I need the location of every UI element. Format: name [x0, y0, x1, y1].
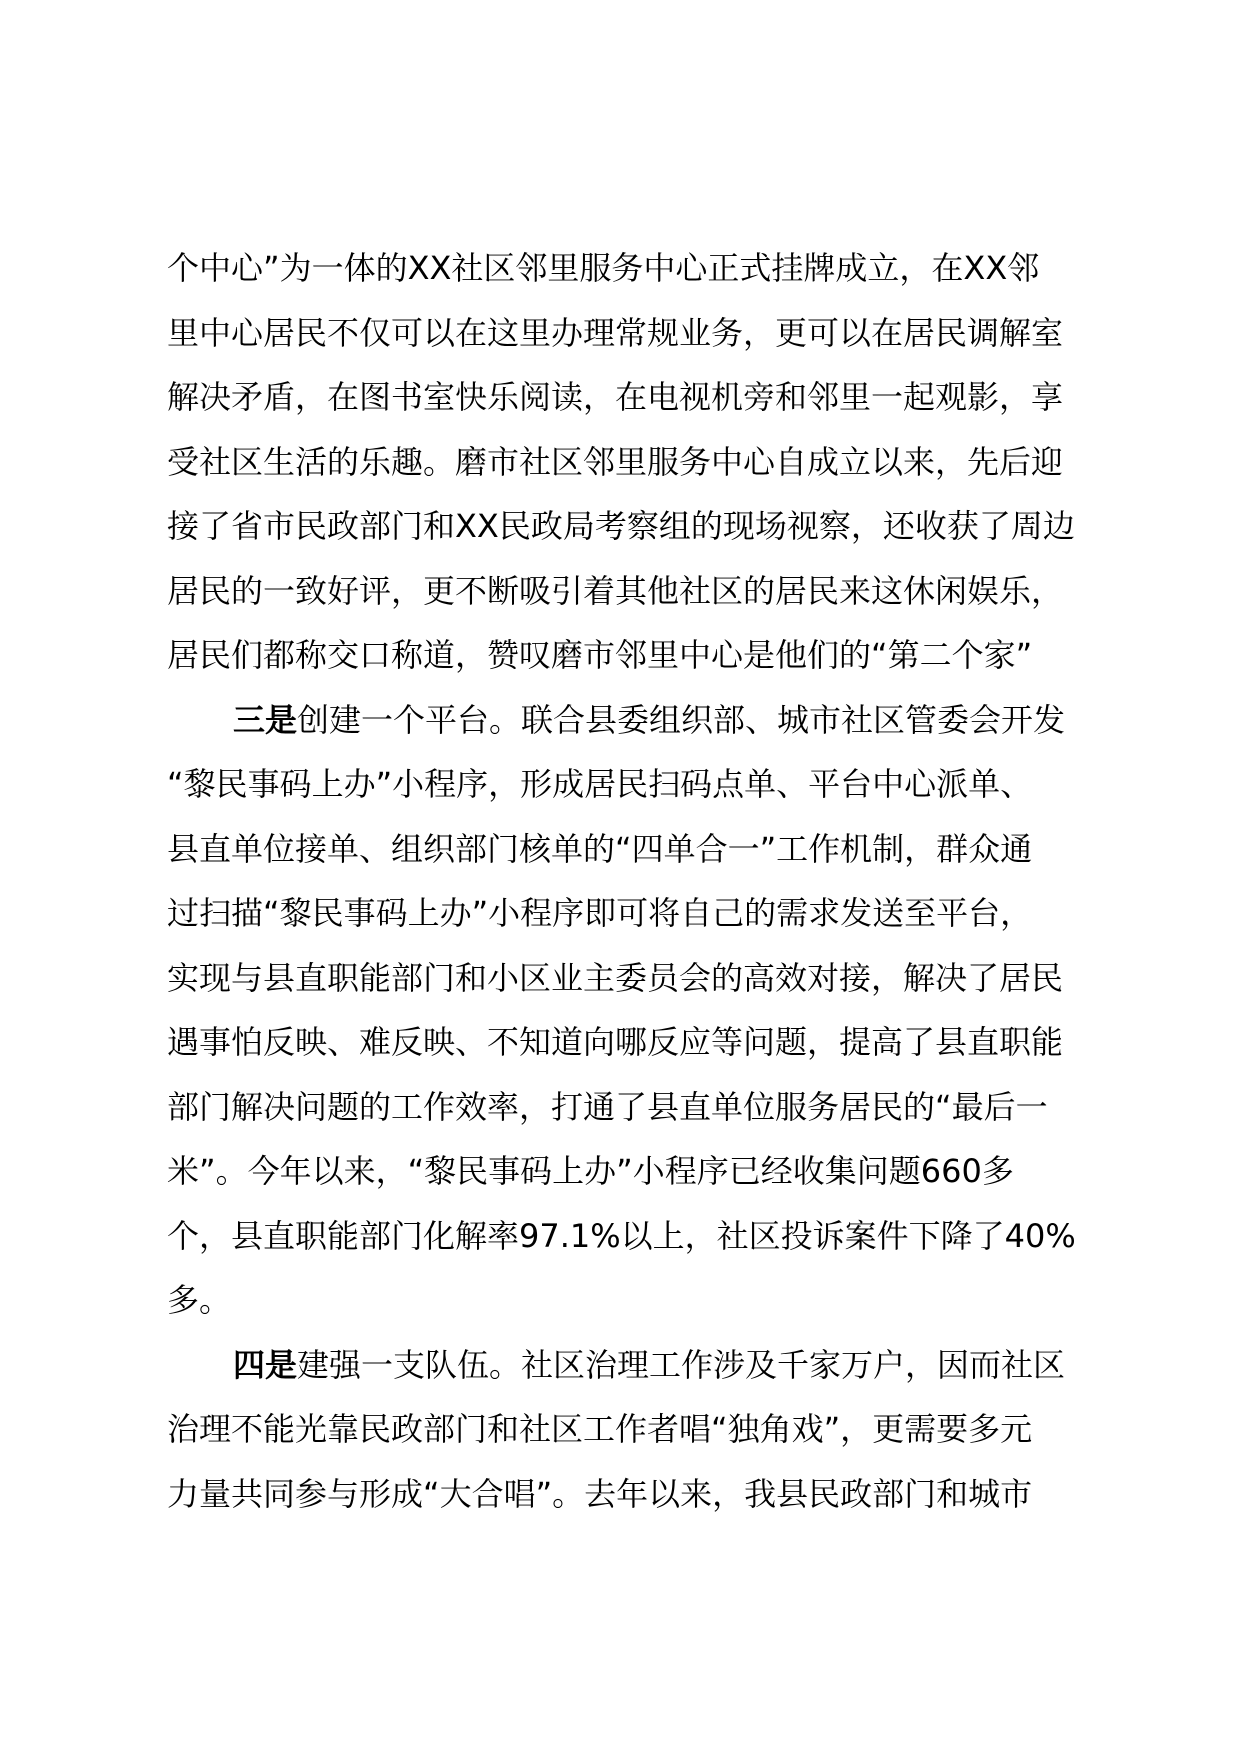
body-text	[167, 236, 1127, 1526]
text-line: 县直单位接单、组织部门核单的“四单合一”工作机制，群众通	[167, 829, 1033, 868]
text-line: 居民们都称交口称道，赞叹磨市邻里中心是他们的“第二个家”	[167, 636, 1033, 674]
text-line: 里中心居民不仅可以在这里办理常规业务，更可以在居民调解室	[167, 313, 1064, 352]
paragraph-four-lead: 四是	[233, 1345, 298, 1384]
text-line: 接了省市民政部门和XX民政局考察组的现场视察，还收获了周边	[167, 507, 1075, 545]
text-line: 力量共同参与形成“大合唱”。去年以来，我县民政部门和城市	[167, 1474, 1033, 1513]
text-line: 受社区生活的乐趣。磨市社区邻里服务中心自成立以来，先后迎	[167, 442, 1064, 481]
text-line: 解决矛盾，在图书室快乐阅读，在电视机旁和邻里一起观影，享	[167, 378, 1064, 416]
paragraph-three-first-text: 创建一个平台。联合县委组织部、城市社区管委会开发	[297, 700, 1066, 739]
text-line: 个，县直职能部门化解率97.1%以上，社区投诉案件下降了40%	[167, 1216, 1076, 1255]
paragraph-four-first-line	[167, 1333, 1127, 1398]
paragraph-four-first-text: 建强一支队伍。社区治理工作涉及千家万户，因而社区	[297, 1345, 1066, 1384]
text-line: “黎民事码上办”小程序，形成居民扫码点单、平台中心派单、	[167, 765, 1033, 803]
text-line: 米”。今年以来，“黎民事码上办”小程序已经收集问题660多	[167, 1152, 1014, 1190]
text-line: 个中心”为一体的XX社区邻里服务中心正式挂牌成立，在XX邻	[167, 249, 1040, 287]
text-line: 治理不能光靠民政部门和社区工作者唱“独角戏”，更需要多元	[167, 1410, 1033, 1448]
text-line: 居民的一致好评，更不断吸引着其他社区的居民来这休闲娱乐，	[167, 571, 1064, 610]
text-line: 过扫描“黎民事码上办”小程序即可将自己的需求发送至平台，	[167, 894, 1033, 932]
paragraph-three-lead: 三是	[233, 700, 298, 739]
text-line: 实现与县直职能部门和小区业主委员会的高效对接，解决了居民	[167, 958, 1064, 997]
text-line: 多。	[167, 1281, 232, 1319]
text-line: 遇事怕反映、难反映、不知道向哪反应等问题，提高了县直职能	[167, 1023, 1064, 1061]
text-line: 部门解决问题的工作效率，打通了县直单位服务居民的“最后一	[167, 1087, 1048, 1126]
paragraph-three-first-line	[167, 688, 1127, 753]
